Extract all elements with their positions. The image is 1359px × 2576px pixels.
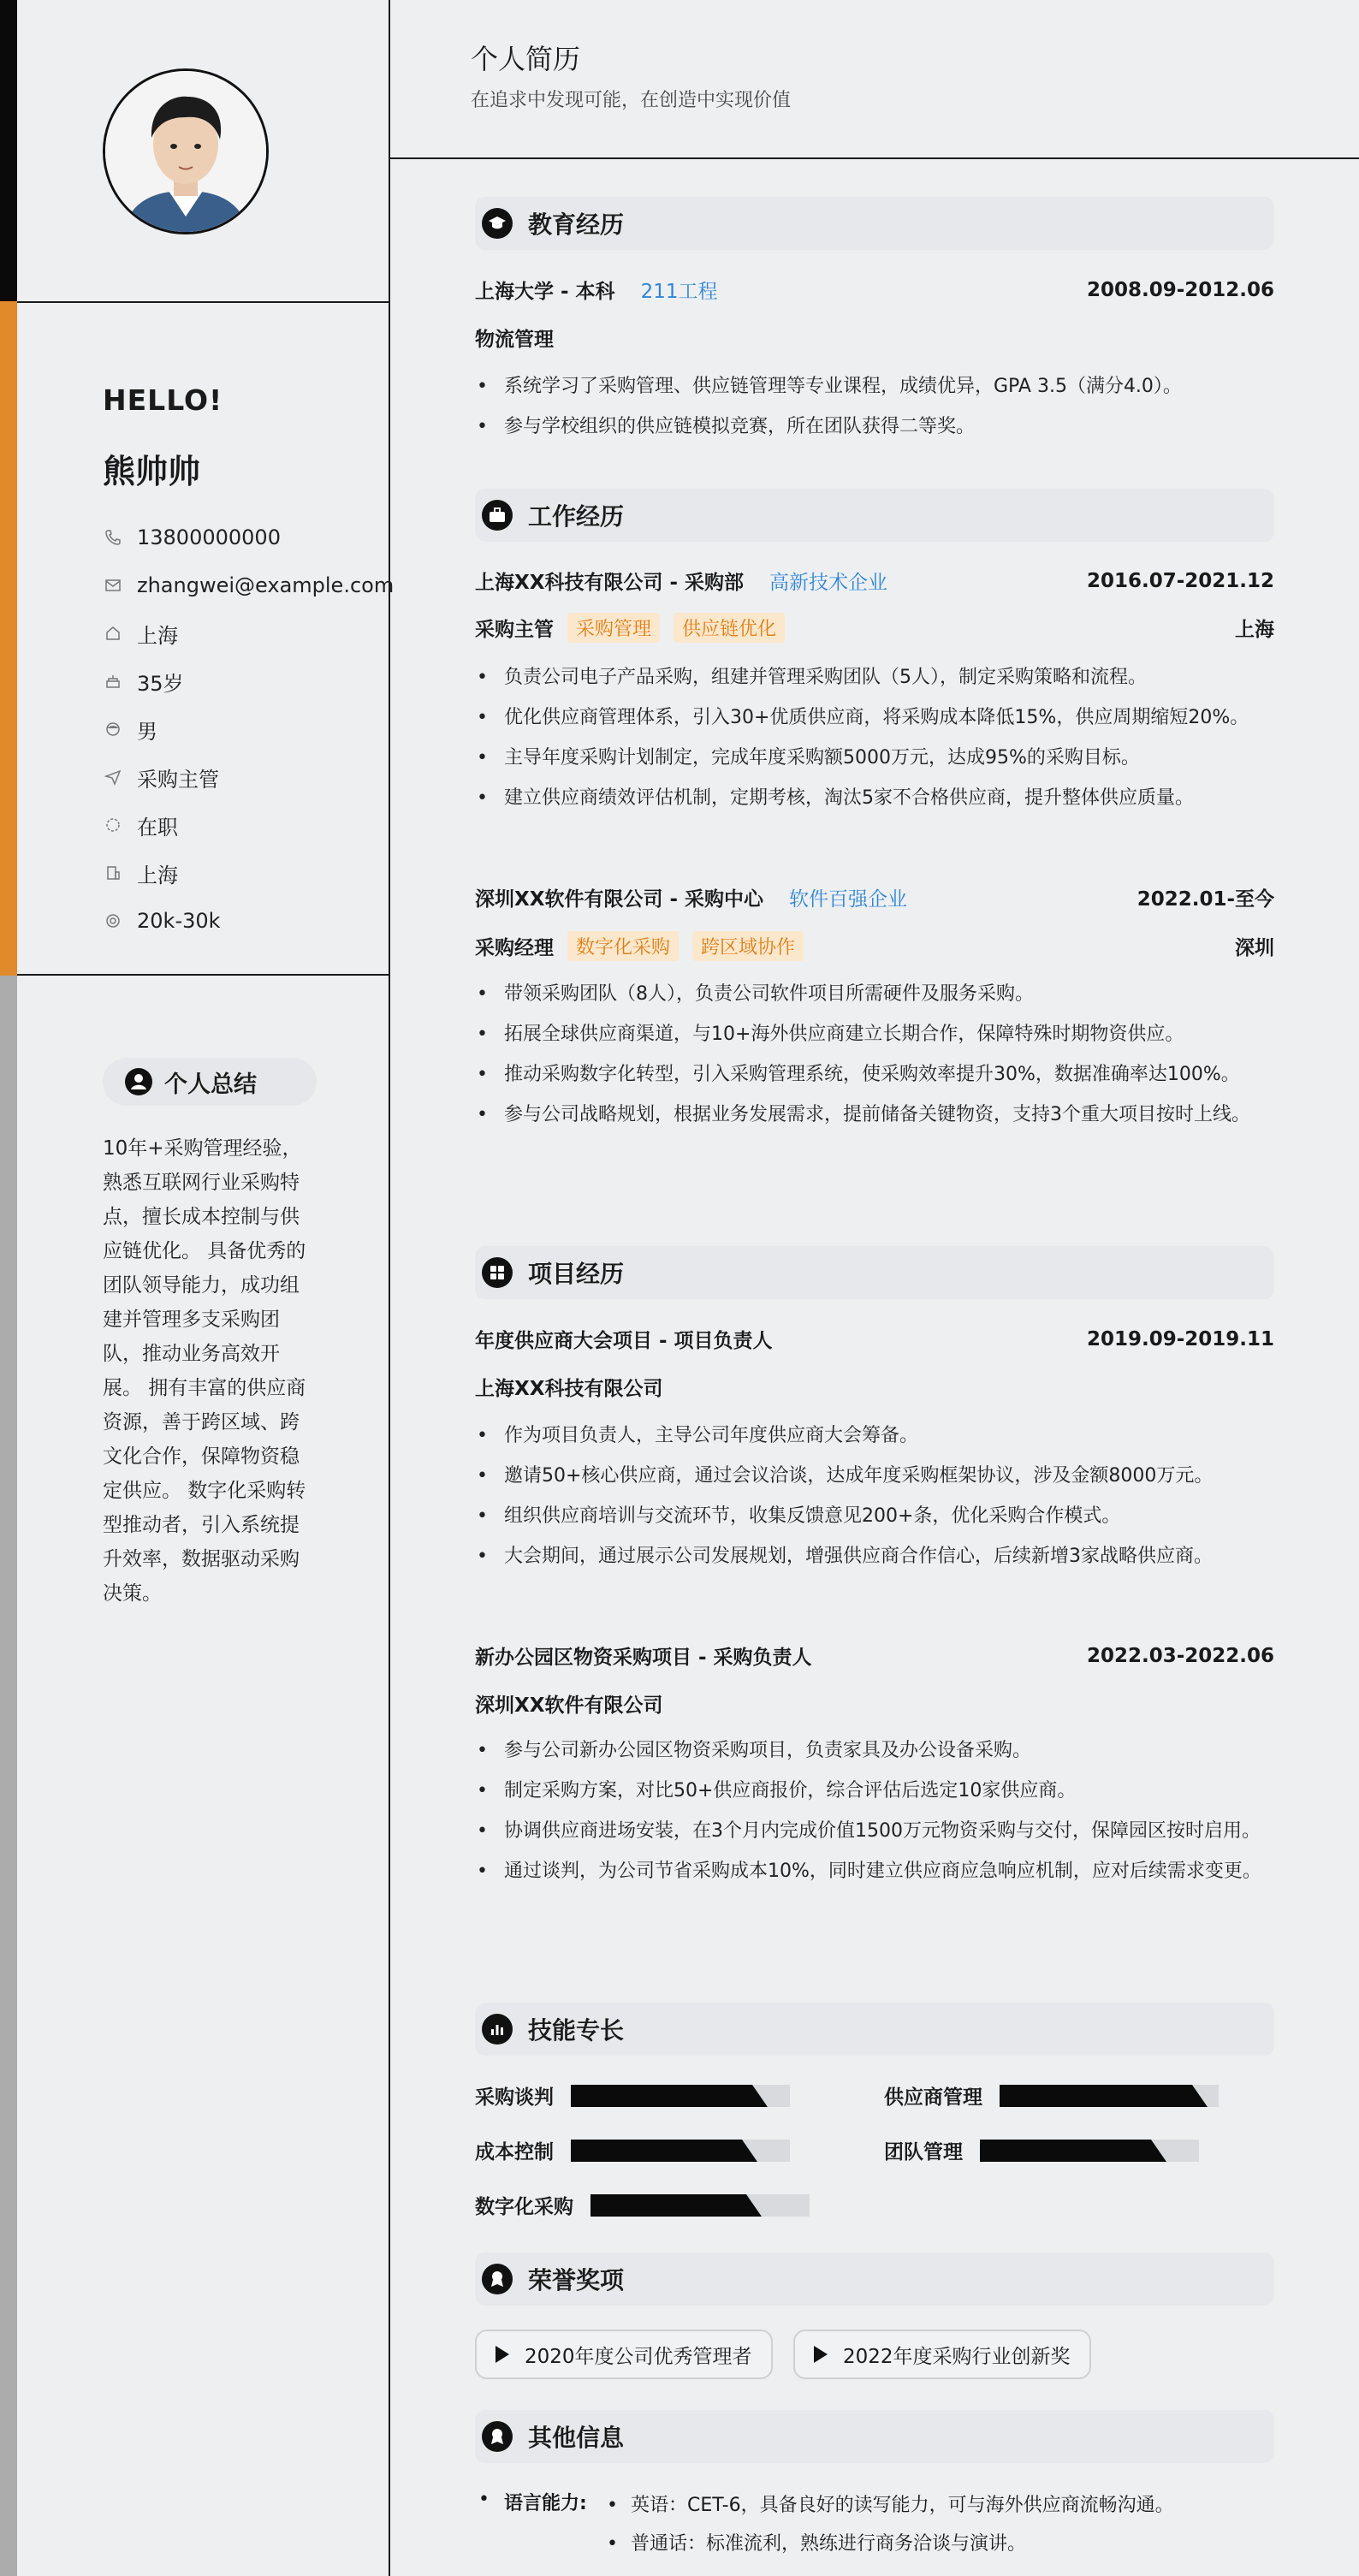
skill-item bbox=[475, 2191, 810, 2219]
job-bullets bbox=[475, 977, 1274, 1138]
sidebar-stripe-orange bbox=[0, 301, 17, 976]
info-text: 男 bbox=[137, 719, 157, 744]
award-text: 2020年度公司优秀管理者 bbox=[525, 2345, 752, 2368]
page-header bbox=[390, 0, 1359, 159]
project-date: 2022.03-2022.06 bbox=[1086, 1644, 1274, 1667]
list-item: • 推动采购数字化转型，引入采购管理系统，使采购效率提升30%，数据准确率达100%。 bbox=[475, 1058, 1274, 1092]
job-skill-tag: 数字化采购 bbox=[567, 931, 679, 961]
graduation-cap-icon bbox=[482, 208, 513, 239]
skill-bar bbox=[571, 2085, 790, 2107]
work-title: 工作经历 bbox=[528, 502, 625, 531]
candidate-name: 熊帅帅 bbox=[103, 453, 201, 490]
info-text: 13800000000 bbox=[137, 525, 281, 549]
list-item: • 主导年度采购计划制定，完成年度采购额5000万元，达成95%的采购目标。 bbox=[475, 741, 1274, 775]
skill-name: 采购谈判 bbox=[475, 2086, 554, 2109]
other-header bbox=[475, 2410, 1274, 2463]
education-major-row bbox=[475, 323, 1274, 352]
list-item: • 拓展全球供应商渠道，与10+海外供应商建立长期合作，保障特殊时期物资供应。 bbox=[475, 1018, 1274, 1052]
skill-fill bbox=[571, 2085, 752, 2107]
skills-title: 技能专长 bbox=[528, 2016, 625, 2045]
job-company: 上海XX科技有限公司 - 采购部 bbox=[475, 572, 745, 594]
list-item: • 负责公司电子产品采购，组建并管理采购团队（5人），制定采购策略和流程。 bbox=[475, 661, 1274, 695]
award-text: 2022年度采购行业创新奖 bbox=[843, 2345, 1071, 2368]
project-date: 2019.09-2019.11 bbox=[1086, 1327, 1274, 1350]
info-gender bbox=[103, 705, 394, 753]
skill-bar bbox=[571, 2140, 790, 2162]
school-tag: 211工程 bbox=[640, 281, 718, 303]
sidebar bbox=[17, 0, 395, 2576]
award-icon bbox=[482, 2421, 513, 2452]
info-text: 35岁 bbox=[137, 671, 184, 696]
list-item: • 邀请50+核心供应商，通过会议洽谈，达成年度采购框架协议，涉及金额8000万元。 bbox=[475, 1459, 1274, 1493]
skill-bar bbox=[1000, 2085, 1219, 2107]
award-badge bbox=[793, 2330, 1091, 2379]
play-icon bbox=[496, 2346, 509, 2363]
job-role: 采购主管 bbox=[475, 619, 554, 641]
summary-header bbox=[103, 1058, 317, 1106]
awards-header bbox=[475, 2253, 1274, 2306]
info-text: 在职 bbox=[137, 815, 178, 840]
info-text: zhangwei@example.com bbox=[137, 573, 395, 597]
list-item: • 英语：CET-6，具备良好的读写能力，可与海外供应商流畅沟通。 bbox=[602, 2489, 1278, 2523]
list-item: • 参与学校组织的供应链模拟竞赛，所在团队获得二等奖。 bbox=[475, 410, 1274, 444]
page-subtitle: 在追求中发现可能，在创造中实现价值 bbox=[471, 90, 792, 111]
salary-icon bbox=[103, 911, 123, 931]
language-list bbox=[602, 2489, 1278, 2566]
sidebar-divider bbox=[17, 974, 389, 976]
skill-fill bbox=[1000, 2085, 1192, 2107]
job-city: 深圳 bbox=[1235, 937, 1274, 959]
education-row bbox=[475, 276, 1274, 304]
project-name: 年度供应商大会项目 - 项目负责人 bbox=[475, 1330, 773, 1352]
awards-title: 荣誉奖项 bbox=[528, 2266, 625, 2294]
list-item: • 大会期间，通过展示公司发展规划，增强供应商合作信心，后续新增3家战略供应商。 bbox=[475, 1540, 1274, 1574]
list-item: • 协调供应商进场安装，在3个月内完成价值1500万元物资采购与交付，保障园区按时启用。 bbox=[475, 1814, 1274, 1849]
gender-icon bbox=[103, 719, 123, 739]
sidebar-divider bbox=[17, 301, 389, 303]
info-email bbox=[103, 561, 394, 609]
bar-chart-icon bbox=[482, 2014, 513, 2045]
job-company: 深圳XX软件有限公司 - 采购中心 bbox=[475, 888, 764, 911]
list-item: • 参与公司新办公园区物资采购项目，负责家具及办公设备采购。 bbox=[475, 1734, 1274, 1768]
grid-icon bbox=[482, 1257, 513, 1288]
list-item: • 作为项目负责人，主导公司年度供应商大会筹备。 bbox=[475, 1419, 1274, 1453]
education-bullets bbox=[475, 370, 1274, 450]
award-icon bbox=[482, 2264, 513, 2294]
other-title: 其他信息 bbox=[528, 2424, 625, 2452]
info-age bbox=[103, 657, 394, 705]
info-salary bbox=[103, 897, 394, 945]
job-company-tag: 高新技术企业 bbox=[769, 572, 888, 594]
list-item: • 优化供应商管理体系，引入30+优质供应商，将采购成本降低15%，供应周期缩短20%。 bbox=[475, 701, 1274, 735]
project-row bbox=[475, 1641, 1274, 1670]
project-company-row bbox=[475, 1689, 1274, 1718]
project-name: 新办公园区物资采购项目 - 采购负责人 bbox=[475, 1647, 812, 1669]
projects-title: 项目经历 bbox=[528, 1260, 625, 1288]
major: 物流管理 bbox=[475, 329, 554, 351]
hello-text: HELLO! bbox=[103, 383, 223, 417]
sidebar-stripe-gray bbox=[0, 976, 17, 2576]
skill-item bbox=[475, 2081, 790, 2110]
briefcase-icon bbox=[482, 500, 513, 531]
job-date: 2022.01-至今 bbox=[1136, 888, 1274, 911]
work-header bbox=[475, 489, 1274, 542]
info-position bbox=[103, 753, 394, 801]
job-company-tag: 软件百强企业 bbox=[789, 888, 908, 911]
project-company: 深圳XX软件有限公司 bbox=[475, 1695, 663, 1717]
job-role-row bbox=[475, 931, 1274, 961]
info-phone bbox=[103, 513, 394, 561]
project-company: 上海XX科技有限公司 bbox=[475, 1378, 663, 1400]
project-row bbox=[475, 1325, 1274, 1353]
page-title: 个人简历 bbox=[471, 43, 581, 75]
list-item: • 带领采购团队（8人），负责公司软件项目所需硬件及服务采购。 bbox=[475, 977, 1274, 1012]
sidebar-stripe-black bbox=[0, 0, 17, 301]
summary-title: 个人总结 bbox=[164, 1071, 257, 1098]
project-bullets bbox=[475, 1419, 1274, 1580]
list-item: • 普通话：标准流利，熟练进行商务洽谈与演讲。 bbox=[602, 2527, 1278, 2561]
project-bullets bbox=[475, 1734, 1274, 1895]
skill-name: 成本控制 bbox=[475, 2141, 554, 2163]
skill-item bbox=[884, 2081, 1219, 2110]
job-role: 采购经理 bbox=[475, 937, 554, 959]
skills-header bbox=[475, 2003, 1274, 2056]
education-header bbox=[475, 197, 1274, 250]
info-text: 上海 bbox=[137, 623, 178, 648]
language-label: 语言能力: bbox=[504, 2493, 587, 2514]
list-item: • 参与公司战略规划，根据业务发展需求，提前储备关键物资，支持3个重大项目按时上线。 bbox=[475, 1098, 1274, 1132]
skill-name: 数字化采购 bbox=[475, 2196, 573, 2218]
job-city: 上海 bbox=[1235, 619, 1274, 641]
skill-fill bbox=[980, 2140, 1151, 2162]
job-skill-tag: 供应链优化 bbox=[674, 613, 785, 643]
job-date: 2016.07-2021.12 bbox=[1086, 569, 1274, 592]
list-item: • 通过谈判，为公司节省采购成本10%，同时建立供应商应急响应机制，应对后续需求变更。 bbox=[475, 1855, 1274, 1889]
info-city bbox=[103, 849, 394, 897]
mail-icon bbox=[103, 575, 123, 596]
skill-item bbox=[884, 2136, 1199, 2164]
job-bullets bbox=[475, 661, 1274, 822]
phone-icon bbox=[103, 527, 123, 548]
contact-info bbox=[103, 513, 394, 945]
info-location bbox=[103, 609, 394, 657]
info-status bbox=[103, 801, 394, 849]
job-company-row bbox=[475, 567, 1274, 595]
skill-item bbox=[475, 2136, 790, 2164]
skill-fill bbox=[590, 2194, 746, 2217]
list-item: • 建立供应商绩效评估机制，定期考核，淘汰5家不合格供应商，提升整体供应质量。 bbox=[475, 781, 1274, 816]
school-name: 上海大学 - 本科 bbox=[475, 281, 615, 303]
job-skill-tag: 采购管理 bbox=[567, 613, 660, 643]
send-icon bbox=[103, 767, 123, 787]
skill-name: 团队管理 bbox=[884, 2141, 963, 2163]
job-role-row bbox=[475, 613, 1274, 643]
skill-name: 供应商管理 bbox=[884, 2086, 982, 2109]
skill-bar bbox=[590, 2194, 810, 2217]
education-title: 教育经历 bbox=[528, 211, 625, 239]
bullet-dot: • bbox=[478, 2489, 490, 2510]
user-icon bbox=[125, 1068, 152, 1095]
skill-bar bbox=[980, 2140, 1199, 2162]
education-date: 2008.09-2012.06 bbox=[1086, 278, 1274, 301]
avatar bbox=[103, 68, 269, 234]
list-item: • 组织供应商培训与交流环节，收集反馈意见200+条，优化采购合作模式。 bbox=[475, 1499, 1274, 1534]
summary-text: 10年+采购管理经验，熟悉互联网行业采购特点，擅长成本控制与供应链优化。 具备优秀的团队领导能力，成功组建并管理多支采购团队，推动业务高效开展。 拥有丰富的供应商资源，善于跨区域、跨文化合作，保障物资稳定供应。 数字化采购转型推动者，引入系统提升效率，数据驱动采购决策。 bbox=[103, 1137, 306, 1605]
job-company-row bbox=[475, 883, 1274, 911]
play-icon bbox=[814, 2346, 828, 2363]
building-icon bbox=[103, 863, 123, 883]
projects-header bbox=[475, 1246, 1274, 1299]
info-text: 上海 bbox=[137, 863, 178, 887]
project-company-row bbox=[475, 1373, 1274, 1401]
skill-fill bbox=[571, 2140, 742, 2162]
list-item: • 制定采购方案，对比50+供应商报价，综合评估后选定10家供应商。 bbox=[475, 1774, 1274, 1808]
award-badge bbox=[475, 2330, 773, 2379]
home-icon bbox=[103, 623, 123, 644]
job-skill-tag: 跨区域协作 bbox=[692, 931, 804, 961]
info-text: 20k-30k bbox=[137, 909, 221, 933]
cake-icon bbox=[103, 671, 123, 691]
list-item: • 系统学习了采购管理、供应链管理等专业课程，成绩优异，GPA 3.5（满分4.0）。 bbox=[475, 370, 1274, 404]
info-text: 采购主管 bbox=[137, 767, 219, 792]
status-icon bbox=[103, 815, 123, 835]
